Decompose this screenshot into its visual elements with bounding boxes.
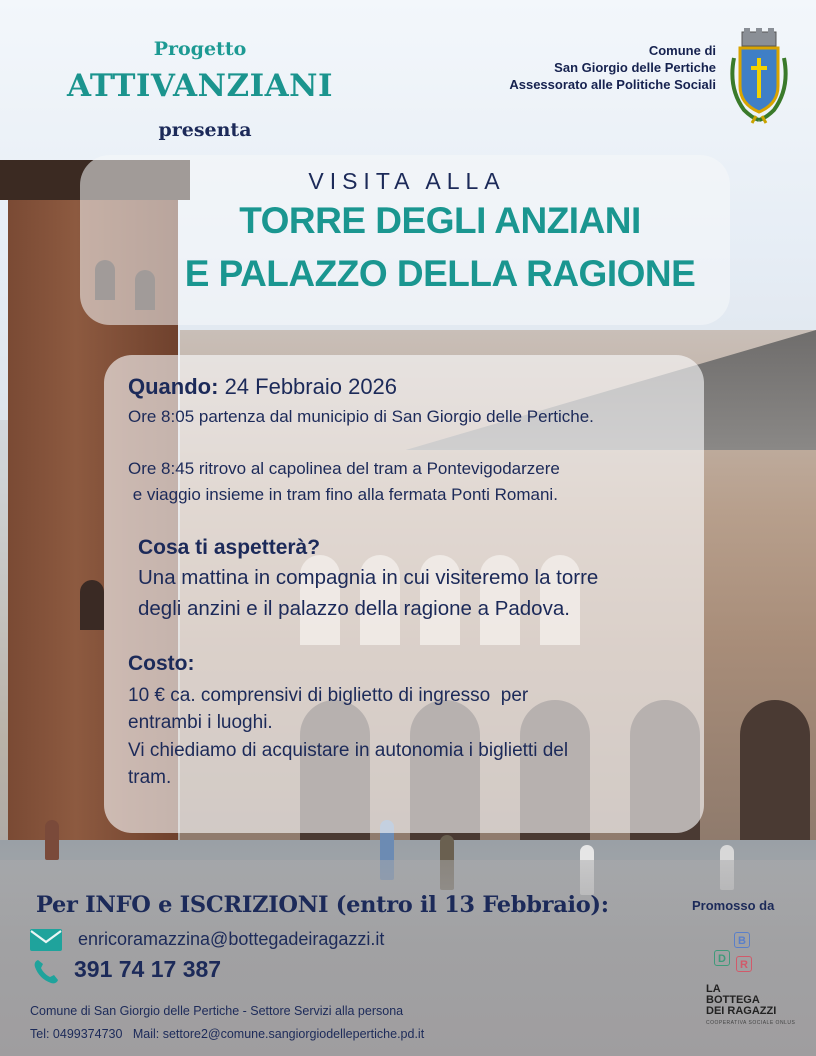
logo-name-line: BOTTEGA: [706, 994, 760, 1006]
comune-crest-icon: [726, 28, 792, 124]
cost-label: Costo:: [128, 652, 195, 675]
expect-line2: degli anzini e il palazzo della ragione a Padova.: [138, 597, 570, 620]
event-kicker: VISITA ALLA: [308, 168, 506, 194]
logo-subtitle: COOPERATIVA SOCIALE ONLUS: [706, 1020, 796, 1026]
logo-name-line: DEI RAGAZZI: [706, 1005, 777, 1017]
background-arcade: [740, 700, 810, 840]
cost-line3: Vi chiediamo di acquistare in autonomia i biglietti del: [128, 740, 569, 761]
comune-line: Assessorato alle Politiche Sociali: [509, 77, 716, 92]
comune-line: Comune di: [648, 43, 716, 58]
contact-email[interactable]: enricoramazzina@bottegadeiragazzi.it: [78, 929, 385, 949]
contact-heading: Per INFO e ISCRIZIONI (entro il 13 Febbraio):: [36, 892, 609, 918]
contact-phone[interactable]: 391 74 17 387: [74, 956, 222, 982]
event-title-line1: TORRE DEGLI ANZIANI: [239, 200, 641, 241]
cost-line2: entrambi i luoghi.: [128, 712, 273, 733]
mail-icon: [30, 929, 62, 951]
project-name: ATTIVANZIANI: [67, 68, 333, 104]
phone-icon: [32, 958, 60, 986]
when-line2: Ore 8:45 ritrovo al capolinea del tram a Pontevigodarzere: [128, 459, 560, 478]
bottega-logo: [700, 930, 800, 1030]
cost-line1: 10 € ca. comprensivi di biglietto di ingresso per: [128, 685, 529, 706]
logo-name: [706, 984, 776, 1017]
comune-block: [509, 42, 716, 93]
footer-contacts: Tel: 0499374730 Mail: settore2@comune.sangiorgiodellepertiche.pd.it: [30, 1027, 425, 1041]
logo-block-r: R: [736, 956, 752, 972]
when-line1: Ore 8:05 partenza dal municipio di San Giorgio delle Pertiche.: [128, 407, 594, 426]
logo-block-b: B: [734, 932, 750, 948]
background-tower-window: [80, 580, 104, 630]
expect-label: Cosa ti aspetterà?: [138, 536, 321, 559]
when-line3: e viaggio insieme in tram fino alla fermata Ponti Romani.: [128, 485, 558, 504]
expect-line1: Una mattina in compagnia in cui visiteremo la torre: [138, 566, 599, 589]
presents-label: presenta: [158, 119, 252, 141]
footer-office: Comune di San Giorgio delle Pertiche - Settore Servizi alla persona: [30, 1004, 404, 1018]
cost-line4: tram.: [128, 767, 172, 788]
comune-line: San Giorgio delle Pertiche: [554, 60, 716, 75]
when-label: Quando:: [128, 374, 219, 399]
project-label: Progetto: [153, 38, 247, 60]
event-title-line2: E PALAZZO DELLA RAGIONE: [184, 253, 696, 294]
background-person: [45, 820, 59, 860]
promoter-label: Promosso da: [692, 898, 775, 913]
when-row: [128, 374, 397, 400]
logo-name-line: LA: [706, 983, 721, 995]
logo-block-d: D: [714, 950, 730, 966]
when-date: 24 Febbraio 2026: [224, 374, 398, 399]
